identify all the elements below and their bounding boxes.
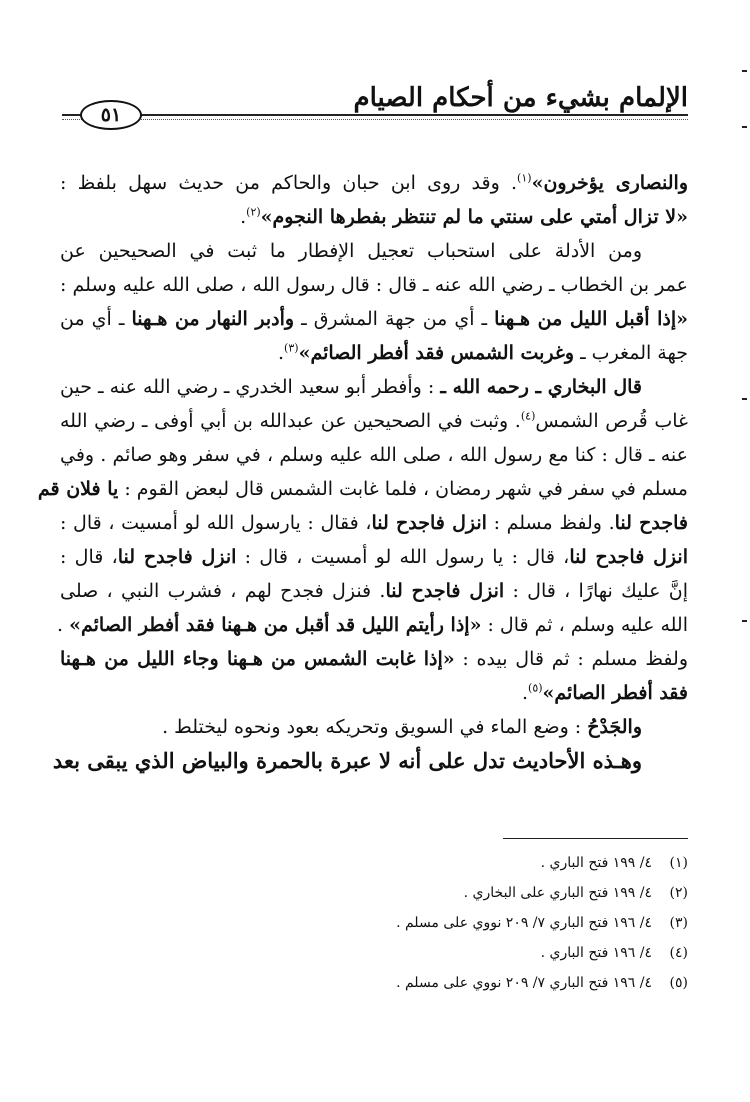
footnote-text: ٤/ ١٩٦ فتح الباري ٧/ ٢٠٩ نووي على مسلم . bbox=[396, 975, 652, 991]
page-number: ٥١ bbox=[80, 100, 142, 130]
quote-text: «إذا رأيتم الليل قد أقبل من هـهنا فقد أفطر الصائم» bbox=[69, 614, 482, 636]
running-header-title: الإلمام بشيء من أحكام الصيام bbox=[353, 83, 688, 113]
footnote-number: (٢) bbox=[669, 885, 688, 901]
quote-text: انزل فاجدح لنا bbox=[569, 546, 688, 568]
plain-text: ـ أي من جهة المشرق ـ bbox=[294, 308, 495, 330]
footnote-number: (٤) bbox=[669, 945, 688, 961]
footnotes bbox=[88, 848, 688, 998]
quote-text: فاجدح لنا bbox=[614, 512, 689, 534]
footnote-text: ٤/ ١٩٦ فتح الباري . bbox=[540, 945, 652, 961]
footnote bbox=[88, 908, 688, 938]
plain-text: ومن الأدلة على استحباب تعجيل الإفطار ما ثبت في الصحيحين عن bbox=[60, 240, 642, 262]
text-line bbox=[60, 200, 688, 234]
plain-text: ـ أي من bbox=[60, 308, 132, 330]
text-line bbox=[60, 540, 688, 574]
plain-text: جهة المغرب ـ bbox=[574, 342, 688, 364]
quote-text: يا فلان قم bbox=[37, 478, 119, 500]
text-line bbox=[60, 336, 688, 370]
footnote bbox=[88, 968, 688, 998]
plain-text: . وقد روى ابن حبان والحاكم من حديث سهل بلفظ : bbox=[60, 172, 518, 194]
header-rule bbox=[62, 114, 688, 116]
quote-text: والجَدْحُ bbox=[587, 716, 642, 738]
margin-mark bbox=[742, 126, 747, 128]
footnote-number: (٥) bbox=[669, 975, 688, 991]
margin-mark bbox=[742, 620, 747, 622]
text-line bbox=[60, 302, 688, 336]
text-line bbox=[60, 642, 688, 676]
text-line bbox=[52, 744, 688, 778]
text-line bbox=[60, 574, 688, 608]
quote-text: وغربت الشمس فقد أفطر الصائم» bbox=[298, 342, 575, 364]
text-line bbox=[60, 370, 688, 404]
quote-text: والنصارى يؤخرون» bbox=[531, 172, 688, 194]
plain-text: عنه ـ قال : كنا مع رسول الله ، صلى الله عليه وسلم ، في سفر وهو صائم . وفي bbox=[60, 444, 688, 466]
text-line bbox=[60, 506, 688, 540]
footnote-number: (٣) bbox=[669, 915, 688, 931]
margin-mark bbox=[742, 398, 747, 400]
quote-text: انزل فاجدح لنا bbox=[117, 546, 237, 568]
plain-text: . bbox=[521, 682, 529, 704]
footnote bbox=[88, 848, 688, 878]
text-line bbox=[57, 608, 688, 642]
footnote-ref: (٢) bbox=[246, 205, 261, 219]
footnote-number: (١) bbox=[669, 855, 688, 871]
text-line bbox=[60, 404, 688, 438]
plain-text: وهـذه الأحاديث تدل على أنه لا عبرة بالحمرة والبياض الذي يبقى بعد bbox=[52, 748, 642, 773]
text-line bbox=[37, 472, 688, 506]
text-line bbox=[60, 166, 688, 200]
plain-text: ، قال : يا رسول الله لو أمسيت ، قال : bbox=[236, 546, 570, 568]
plain-text: : وضع الماء في السويق وتحريكه بعود ونحوه ليختلط . bbox=[162, 716, 588, 738]
footnote-separator bbox=[503, 838, 688, 839]
plain-text: ، قال : bbox=[60, 546, 118, 568]
text-line bbox=[60, 676, 688, 710]
plain-text: إنَّ عليك نهارًا ، قال : bbox=[504, 580, 688, 602]
plain-text: ، فقال : يارسول الله لو أمسيت ، قال : bbox=[60, 512, 372, 534]
plain-text: . ولفظ مسلم : bbox=[486, 512, 615, 534]
plain-text: مسلم في سفر في شهر رمضان ، فلما غابت الشمس قال لبعض القوم : bbox=[118, 478, 688, 500]
footnote-ref: (٥) bbox=[528, 681, 543, 695]
footnote-ref: (٣) bbox=[284, 341, 299, 355]
footnote-ref: (٤) bbox=[520, 409, 536, 423]
footnote-ref: (١) bbox=[517, 171, 532, 185]
plain-text: . bbox=[240, 206, 247, 228]
plain-text: غاب قُرص الشمس bbox=[535, 410, 688, 432]
quote-text: «إذا أقبل الليل من هـهنا bbox=[494, 308, 688, 330]
plain-text: عمر بن الخطاب ـ رضي الله عنه ـ قال : قال رسول الله ، صلى الله عليه وسلم : bbox=[60, 274, 688, 296]
plain-text: . فنزل فجدح لهم ، فشرب النبي ، صلى bbox=[60, 580, 386, 602]
text-line bbox=[60, 710, 688, 744]
plain-text: . وثبت في الصحيحين عن عبدالله بن أبي أوفى ـ رضي الله bbox=[60, 410, 521, 432]
footnote bbox=[88, 878, 688, 908]
text-line bbox=[60, 438, 688, 472]
main-text bbox=[37, 166, 689, 778]
footnote-text: ٤/ ١٩٦ فتح الباري ٧/ ٢٠٩ نووي على مسلم . bbox=[396, 915, 652, 931]
plain-text: . bbox=[57, 614, 70, 636]
quote-text: وأدبر النهار من هـهنا bbox=[131, 308, 295, 330]
footnote-text: ٤/ ١٩٩ فتح الباري . bbox=[540, 855, 652, 871]
quote-text: انزل فاجدح لنا bbox=[385, 580, 505, 602]
text-line bbox=[60, 268, 688, 302]
plain-text: . bbox=[278, 342, 285, 364]
quote-text: انزل فاجدح لنا bbox=[371, 512, 487, 534]
footnote bbox=[88, 938, 688, 968]
plain-text: ولفظ مسلم : ثم قال بيده : bbox=[454, 648, 688, 670]
quote-text: «إذا غابت الشمس من هـهنا وجاء الليل من هـهنا bbox=[60, 648, 455, 670]
header-rule-dotted bbox=[62, 119, 688, 120]
quote-text: فقد أفطر الصائم» bbox=[542, 682, 688, 704]
plain-text: : وأفطر أبو سعيد الخدري ـ رضي الله عنه ـ حين bbox=[60, 376, 441, 398]
margin-mark bbox=[742, 70, 747, 72]
quote-text: قال البخاري ـ رحمه الله ـ bbox=[440, 376, 642, 398]
footnote-text: ٤/ ١٩٩ فتح الباري على البخاري . bbox=[463, 885, 652, 901]
quote-text: «لا تزال أمتي على سنتي ما لم تنتظر بفطرها النجوم» bbox=[260, 206, 688, 228]
plain-text: الله عليه وسلم ، ثم قال : bbox=[481, 614, 688, 636]
text-line bbox=[60, 234, 688, 268]
